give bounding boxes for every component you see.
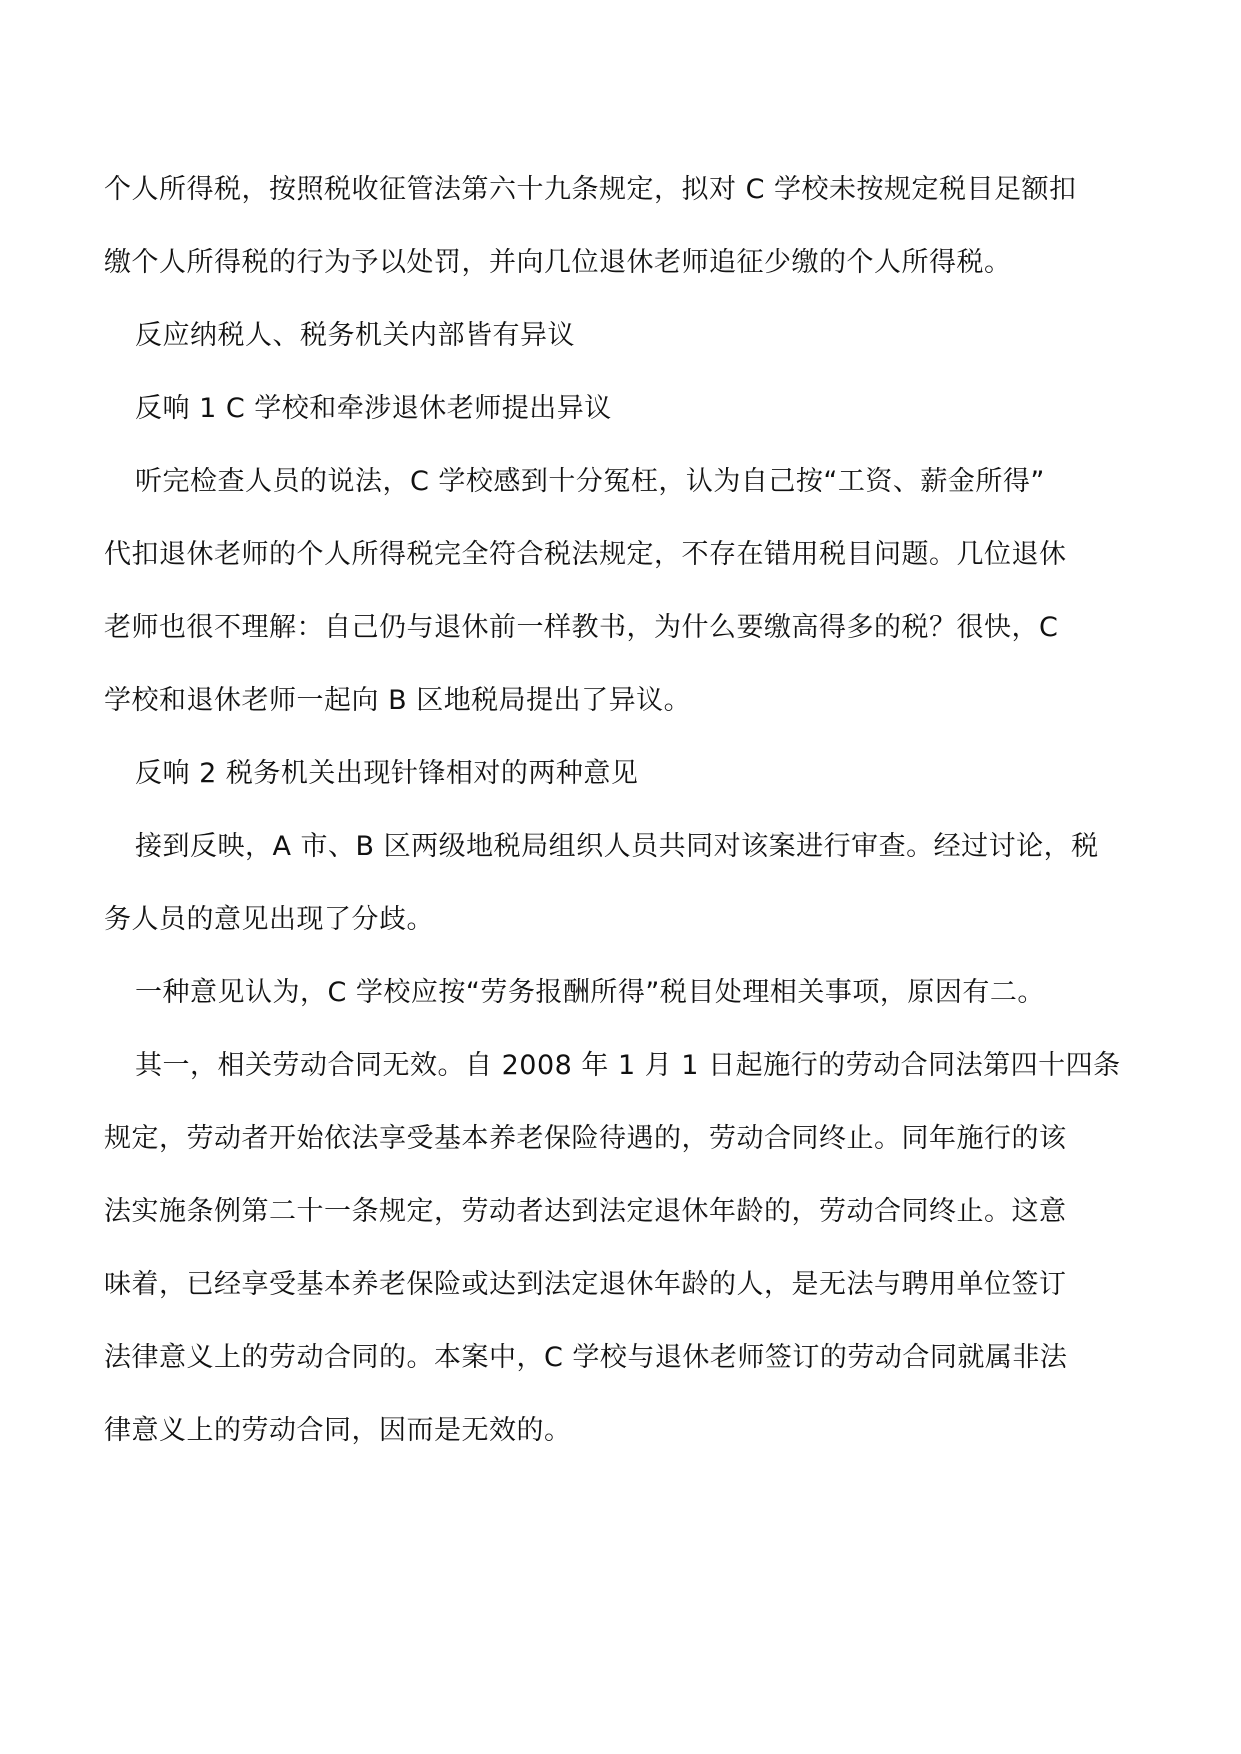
- text-line: 法律意义上的劳动合同的。本案中，C 学校与退休老师签订的劳动合同就属非法: [104, 1342, 1068, 1373]
- subsection-heading: 反响 2 税务机关出现针锋相对的两种意见: [135, 758, 639, 789]
- text-line: 接到反映，A 市、B 区两级地税局组织人员共同对该案进行审查。经过讨论，税: [135, 831, 1099, 862]
- text-line: 法实施条例第二十一条规定，劳动者达到法定退休年龄的，劳动合同终止。这意: [104, 1196, 1067, 1227]
- text-line: 一种意见认为，C 学校应按“劳务报酬所得”税目处理相关事项，原因有二。: [135, 977, 1045, 1008]
- subsection-heading: 反响 1 C 学校和牵涉退休老师提出异议: [135, 393, 612, 424]
- section-heading: 反应纳税人、税务机关内部皆有异议: [135, 320, 575, 351]
- text-line: 务人员的意见出现了分歧。: [104, 904, 434, 935]
- text-line: 个人所得税，按照税收征管法第六十九条规定，拟对 C 学校未按规定税目足额扣: [104, 174, 1077, 205]
- text-line: 规定，劳动者开始依法享受基本养老保险待遇的，劳动合同终止。同年施行的该: [104, 1123, 1067, 1154]
- text-line: 其一，相关劳动合同无效。自 2008 年 1 月 1 日起施行的劳动合同法第四十四条: [135, 1050, 1121, 1081]
- text-line: 律意义上的劳动合同，因而是无效的。: [104, 1415, 572, 1446]
- text-line: 缴个人所得税的行为予以处罚，并向几位退休老师追征少缴的个人所得税。: [104, 247, 1012, 278]
- text-line: 味着，已经享受基本养老保险或达到法定退休年龄的人，是无法与聘用单位签订: [104, 1269, 1067, 1300]
- text-line: 学校和退休老师一起向 B 区地税局提出了异议。: [104, 685, 692, 716]
- text-line: 代扣退休老师的个人所得税完全符合税法规定，不存在错用税目问题。几位退休: [104, 539, 1067, 570]
- text-line: 老师也很不理解：自己仍与退休前一样教书，为什么要缴高得多的税？很快，C: [104, 612, 1059, 643]
- text-line: 听完检查人员的说法，C 学校感到十分冤枉，认为自己按“工资、薪金所得”: [135, 466, 1045, 497]
